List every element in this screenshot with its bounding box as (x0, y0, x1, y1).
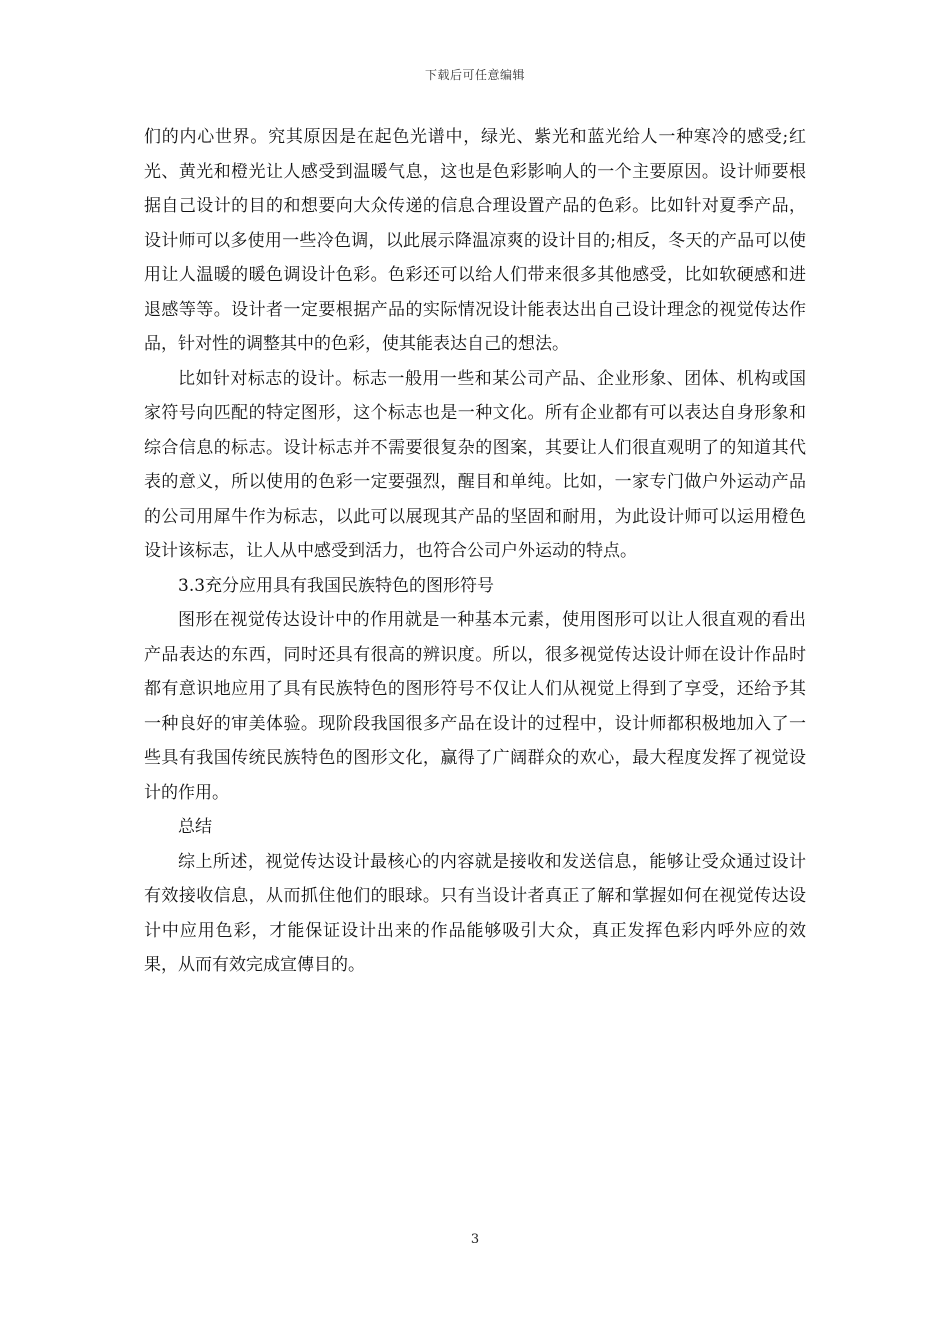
paragraph-color-perception: 们的内心世界。究其原因是在起色光谱中，绿光、紫光和蓝光给人一种寒冷的感受;红光、黄光和橙光让人感受到温暖气息，这也是色彩影响人的一个主要原因。设计师要根据自己设计的目的和想要向大众传递的信息合理设置产品的色彩。比如针对夏季产品，设计师可以多使用一些冷色调，以此展示降温凉爽的设计目的;相反，冬天的产品可以使用让人温暖的暖色调设计色彩。色彩还可以给人们带来很多其他感受，比如软硬感和进退感等等。设计者一定要根据产品的实际情况设计能表达出自己设计理念的视觉传达作品，针对性的调整其中的色彩，使其能表达自己的想法。 (144, 127, 806, 354)
page-header: 下载后可任意编辑 (424, 68, 525, 82)
section-heading-summary: 总结 (178, 817, 212, 837)
document-body (144, 120, 806, 983)
paragraph-logo-design: 比如针对标志的设计。标志一般用一些和某公司产品、企业形象、团体、机构或国家符号向匹配的特定图形，这个标志也是一种文化。所有企业都有可以表达自身形象和综合信息的标志。设计标志并不需要很复杂的图案，其要让人们很直观明了的知道其代表的意义，所以使用的色彩一定要强烈，醒目和单纯。比如，一家专门做户外运动产品的公司用犀牛作为标志，以此可以展现其产品的坚固和耐用，为此设计师可以运用橙色设计该标志，让人从中感受到活力，也符合公司户外运动的特点。 (144, 368, 806, 561)
paragraph-graphic-symbols: 图形在视觉传达设计中的作用就是一种基本元素，使用图形可以让人很直观的看出产品表达的东西，同时还具有很高的辨识度。所以，很多视觉传达设计师在设计作品时都有意识地应用了具有民族特色的图形符号不仅让人们从视觉上得到了享受，还给予其一种良好的审美体验。现阶段我国很多产品在设计的过程中，设计师都积极地加入了一些具有我国传统民族特色的图形文化，赢得了广阔群众的欢心，最大程度发挥了视觉设计的作用。 (144, 610, 806, 803)
paragraph-conclusion: 综上所述，视觉传达设计最核心的内容就是接收和发送信息，能够让受众通过设计有效接收信息，从而抓住他们的眼球。只有当设计者真正了解和掌握如何在视觉传达设计中应用色彩，才能保证设计出来的作品能够吸引大众，真正发挥色彩内呼外应的效果，从而有效完成宣傳目的。 (144, 851, 806, 975)
section-heading-3-3: 3.3充分应用具有我国民族特色的图形符号 (178, 575, 495, 596)
page-number: 3 (470, 1232, 480, 1247)
